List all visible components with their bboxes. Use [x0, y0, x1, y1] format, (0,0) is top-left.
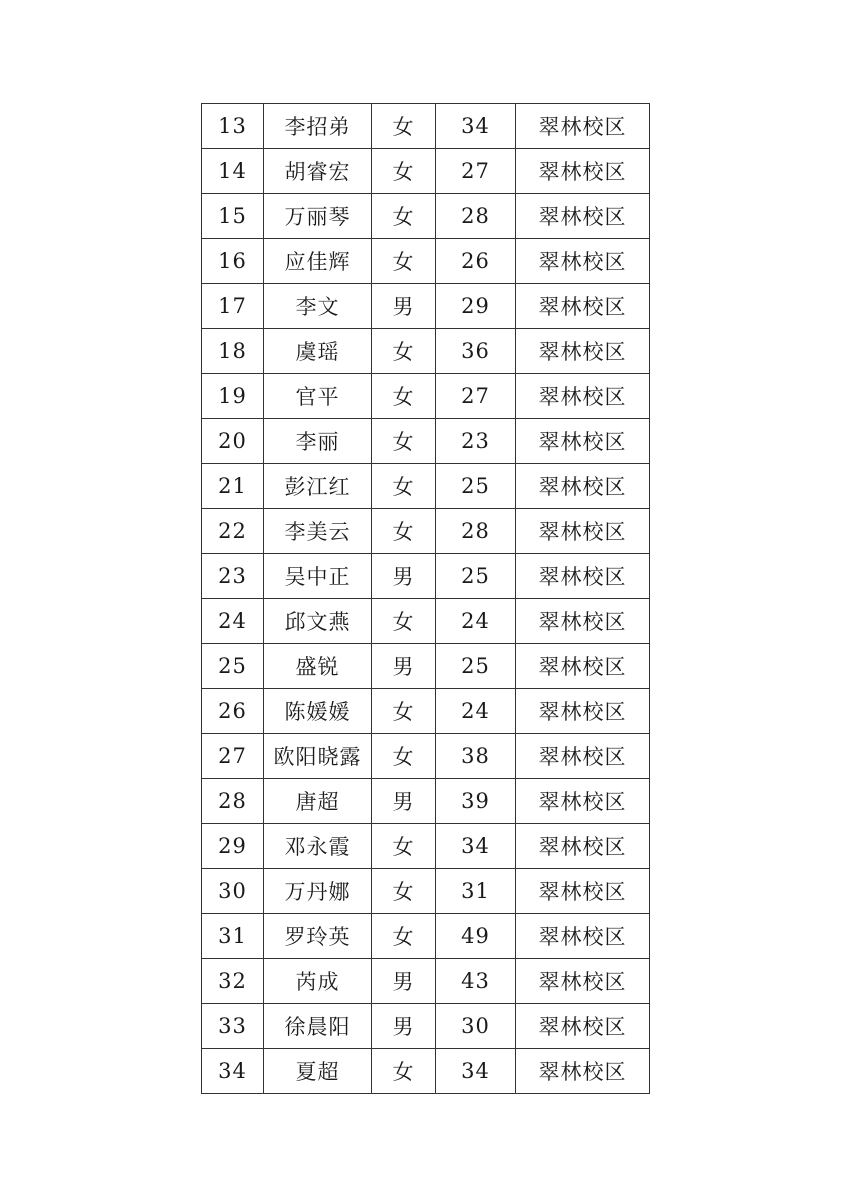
row-number: 15 — [202, 194, 264, 239]
campus: 翠林校区 — [516, 419, 650, 464]
gender: 女 — [372, 689, 436, 734]
roster-table — [201, 103, 650, 1094]
person-name: 万丹娜 — [264, 869, 372, 914]
age: 34 — [436, 1049, 516, 1094]
row-number: 30 — [202, 869, 264, 914]
campus: 翠林校区 — [516, 104, 650, 149]
table-row — [202, 554, 650, 599]
table-row — [202, 284, 650, 329]
age: 25 — [436, 554, 516, 599]
campus: 翠林校区 — [516, 914, 650, 959]
table-row — [202, 914, 650, 959]
person-name: 李美云 — [264, 509, 372, 554]
person-name: 芮成 — [264, 959, 372, 1004]
row-number: 24 — [202, 599, 264, 644]
gender: 女 — [372, 824, 436, 869]
campus: 翠林校区 — [516, 149, 650, 194]
gender: 女 — [372, 374, 436, 419]
row-number: 17 — [202, 284, 264, 329]
age: 38 — [436, 734, 516, 779]
table-row — [202, 824, 650, 869]
table-row — [202, 1049, 650, 1094]
gender: 男 — [372, 1004, 436, 1049]
age: 23 — [436, 419, 516, 464]
table-row — [202, 734, 650, 779]
campus: 翠林校区 — [516, 689, 650, 734]
row-number: 28 — [202, 779, 264, 824]
gender: 女 — [372, 464, 436, 509]
age: 31 — [436, 869, 516, 914]
table-row — [202, 1004, 650, 1049]
row-number: 25 — [202, 644, 264, 689]
gender: 女 — [372, 914, 436, 959]
campus: 翠林校区 — [516, 509, 650, 554]
person-name: 罗玲英 — [264, 914, 372, 959]
person-name: 彭江红 — [264, 464, 372, 509]
row-number: 26 — [202, 689, 264, 734]
person-name: 李文 — [264, 284, 372, 329]
roster-table-body — [202, 104, 650, 1094]
person-name: 夏超 — [264, 1049, 372, 1094]
table-row — [202, 599, 650, 644]
row-number: 20 — [202, 419, 264, 464]
campus: 翠林校区 — [516, 554, 650, 599]
gender: 男 — [372, 644, 436, 689]
table-row — [202, 689, 650, 734]
gender: 女 — [372, 869, 436, 914]
age: 27 — [436, 149, 516, 194]
gender: 男 — [372, 779, 436, 824]
row-number: 14 — [202, 149, 264, 194]
table-row — [202, 869, 650, 914]
gender: 女 — [372, 329, 436, 374]
person-name: 万丽琴 — [264, 194, 372, 239]
row-number: 27 — [202, 734, 264, 779]
row-number: 22 — [202, 509, 264, 554]
campus: 翠林校区 — [516, 644, 650, 689]
table-row — [202, 104, 650, 149]
campus: 翠林校区 — [516, 599, 650, 644]
row-number: 34 — [202, 1049, 264, 1094]
gender: 女 — [372, 194, 436, 239]
age: 49 — [436, 914, 516, 959]
campus: 翠林校区 — [516, 779, 650, 824]
person-name: 虞瑶 — [264, 329, 372, 374]
age: 29 — [436, 284, 516, 329]
age: 24 — [436, 599, 516, 644]
age: 34 — [436, 824, 516, 869]
table-row — [202, 329, 650, 374]
campus: 翠林校区 — [516, 194, 650, 239]
campus: 翠林校区 — [516, 959, 650, 1004]
person-name: 李丽 — [264, 419, 372, 464]
campus: 翠林校区 — [516, 824, 650, 869]
table-row — [202, 644, 650, 689]
row-number: 19 — [202, 374, 264, 419]
gender: 女 — [372, 419, 436, 464]
age: 39 — [436, 779, 516, 824]
gender: 女 — [372, 239, 436, 284]
gender: 女 — [372, 1049, 436, 1094]
campus: 翠林校区 — [516, 239, 650, 284]
row-number: 32 — [202, 959, 264, 1004]
gender: 女 — [372, 149, 436, 194]
age: 25 — [436, 644, 516, 689]
age: 25 — [436, 464, 516, 509]
person-name: 李招弟 — [264, 104, 372, 149]
gender: 女 — [372, 599, 436, 644]
age: 43 — [436, 959, 516, 1004]
campus: 翠林校区 — [516, 1004, 650, 1049]
age: 28 — [436, 509, 516, 554]
person-name: 官平 — [264, 374, 372, 419]
age: 26 — [436, 239, 516, 284]
campus: 翠林校区 — [516, 284, 650, 329]
age: 36 — [436, 329, 516, 374]
gender: 男 — [372, 959, 436, 1004]
person-name: 盛锐 — [264, 644, 372, 689]
person-name: 陈媛媛 — [264, 689, 372, 734]
campus: 翠林校区 — [516, 464, 650, 509]
row-number: 16 — [202, 239, 264, 284]
person-name: 邓永霞 — [264, 824, 372, 869]
table-row — [202, 149, 650, 194]
row-number: 33 — [202, 1004, 264, 1049]
age: 28 — [436, 194, 516, 239]
gender: 女 — [372, 734, 436, 779]
campus: 翠林校区 — [516, 734, 650, 779]
table-row — [202, 239, 650, 284]
person-name: 徐晨阳 — [264, 1004, 372, 1049]
gender: 女 — [372, 104, 436, 149]
table-row — [202, 419, 650, 464]
row-number: 13 — [202, 104, 264, 149]
campus: 翠林校区 — [516, 329, 650, 374]
table-row — [202, 779, 650, 824]
row-number: 23 — [202, 554, 264, 599]
table-row — [202, 374, 650, 419]
row-number: 21 — [202, 464, 264, 509]
person-name: 吴中正 — [264, 554, 372, 599]
gender: 男 — [372, 284, 436, 329]
table-row — [202, 464, 650, 509]
person-name: 邱文燕 — [264, 599, 372, 644]
row-number: 29 — [202, 824, 264, 869]
row-number: 31 — [202, 914, 264, 959]
age: 30 — [436, 1004, 516, 1049]
person-name: 欧阳晓露 — [264, 734, 372, 779]
age: 24 — [436, 689, 516, 734]
person-name: 应佳辉 — [264, 239, 372, 284]
campus: 翠林校区 — [516, 869, 650, 914]
person-name: 唐超 — [264, 779, 372, 824]
gender: 女 — [372, 509, 436, 554]
campus: 翠林校区 — [516, 1049, 650, 1094]
campus: 翠林校区 — [516, 374, 650, 419]
table-row — [202, 959, 650, 1004]
gender: 男 — [372, 554, 436, 599]
table-row — [202, 509, 650, 554]
person-name: 胡睿宏 — [264, 149, 372, 194]
table-row — [202, 194, 650, 239]
age: 34 — [436, 104, 516, 149]
age: 27 — [436, 374, 516, 419]
row-number: 18 — [202, 329, 264, 374]
